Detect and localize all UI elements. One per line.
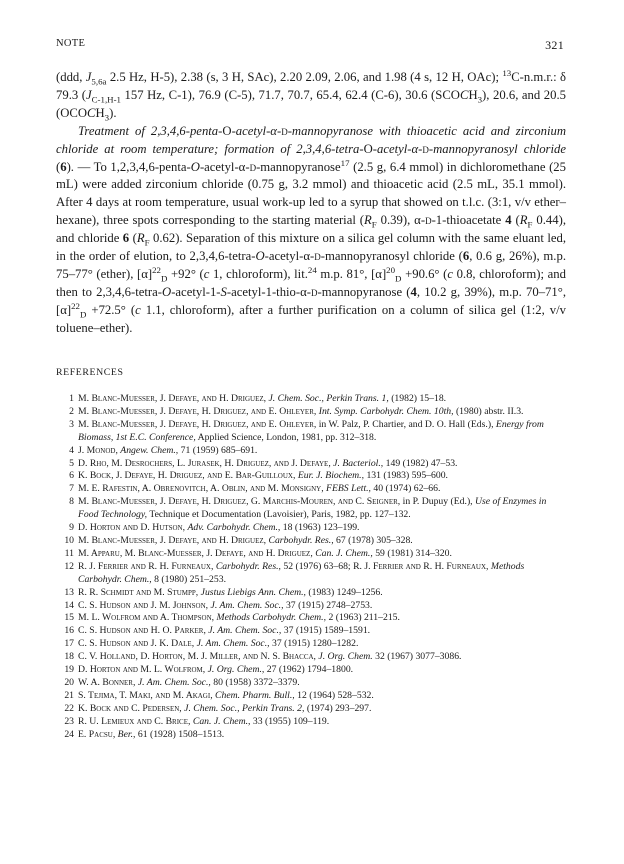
reference-item (60, 561, 568, 587)
reference-number: 21 (64, 689, 74, 701)
reference-text: M. L. Wolfrom and A. Thompson, Methods Carbohydr. Chem., 2 (1963) 211–215. (78, 612, 400, 624)
reference-text: M. Blanc-Muesser, J. Defaye, and H. Driguez, J. Chem. Soc., Perkin Trans. 1, (1982) 15–18. (78, 393, 447, 404)
reference-item (60, 470, 568, 483)
reference-item (60, 483, 568, 496)
reference-number: 23 (64, 715, 74, 727)
reference-text: D. Horton and M. L. Wolfrom, J. Org. Chem., 27 (1962) 1794–1800. (78, 664, 354, 676)
reference-text: M. Blanc-Muesser, J. Defaye, and H. Driguez, Carbohydr. Res., 67 (1978) 305–328. (78, 534, 413, 546)
reference-number: 5 (69, 457, 74, 469)
reference-text: J. Monod, Angew. Chem., 71 (1959) 685–691. (78, 444, 258, 456)
reference-item (60, 651, 568, 664)
section-label: NOTE (56, 38, 86, 49)
reference-item (60, 393, 568, 406)
reference-text: R. R. Schmidt and M. Stumpp, Justus Liebigs Ann. Chem., (1983) 1249–1256. (78, 586, 383, 598)
reference-item (60, 535, 568, 548)
reference-number: 11 (64, 547, 74, 559)
reference-text: C. S. Hudson and J. K. Dale, J. Am. Chem. Soc., 37 (1915) 1280–1282. (78, 638, 359, 650)
reference-number: 18 (64, 651, 74, 663)
reference-item (60, 406, 568, 419)
reference-number: 4 (69, 444, 74, 456)
reference-text: K. Bock and C. Pedersen, J. Chem. Soc., Perkin Trans. 2, (1974) 293–297. (78, 702, 372, 714)
reference-text: D. Rho, M. Desrochers, L. Jurasek, H. Driguez, and J. Defaye, J. Bacteriol., 149 (1982) 47–53. (78, 457, 458, 469)
reference-text: M. Blanc-Muesser, J. Defaye, H. Driguez, G. Marchis-Mouren, and C. Seigner, in P. Dupuy (Ed.), Use of Enzymes in Food Technology, Technique et Documentation (Lavoisier), Paris, 1982, pp. 127–132. (78, 496, 547, 521)
reference-number: 14 (64, 599, 74, 611)
reference-number: 13 (64, 586, 74, 598)
reference-text: E. Pacsu, Ber., 61 (1928) 1508–1513. (78, 728, 225, 740)
reference-text: M. Blanc-Muesser, J. Defaye, H. Driguez, and E. Ohleyer, Int. Symp. Carbohydr. Chem. 10th, (1980) abstr. II.3. (78, 405, 524, 417)
reference-number: 9 (69, 522, 74, 534)
reference-number: 3 (69, 418, 74, 430)
reference-number: 22 (64, 702, 74, 714)
reference-text: M. Apparu, M. Blanc-Muesser, J. Defaye, and H. Driguez, Can. J. Chem., 59 (1981) 314–320. (78, 547, 452, 559)
reference-item (60, 600, 568, 613)
reference-item (60, 703, 568, 716)
references-heading: REFERENCES (56, 367, 124, 378)
reference-item (60, 522, 568, 535)
reference-text: C. V. Holland, D. Horton, M. J. Miller, and N. S. Bhacca, J. Org. Chem. 32 (1967) 3077–3086. (78, 651, 462, 663)
references-list (60, 393, 568, 741)
reference-number: 24 (64, 728, 74, 740)
reference-item (60, 587, 568, 600)
reference-item (60, 458, 568, 471)
experimental-paragraph: Treatment of 2,3,4,6-penta-O-acetyl-α-d-mannopyranose with thioacetic acid and zirconium chloride at room temperature; formation of 2,3,4,6-tetra-O-acetyl-α-d-mannopyranosyl chloride (6). — To 1,2,3,4,6-penta-O-acetyl-α-d-mannopyranose$^{17}$ (2.5 g, 6.4 mmol) in dichloromethane (25 mL) were added zirconium chloride (0.75 g, 3.2 mmol) and thioacetic acid (2.5 mL, 35.1 mmol). After 4 days at room temperature, usual work-up led to a syrup that showed on t.l.c. (3:1, v/v ether–hexane), three spots corresponding to the starting material ($R_F$ 0.39), α-d-1-thioacetate 4 ($R_F$ 0.44), and chloride 6 ($R_F$ 0.62). Separation of this mixture on a silica gel column with the same eluant led, in the order of elution, to 2,3,4,6-tetra-O-acetyl-α-d-mannopyranosyl chloride (6, 0.6 g, 26%), m.p. 75–77° (ether), $[\alpha]^{22}_D +92^\circ$ (c 1, chloroform), lit.$^{24}$ m.p. 81°, $[\alpha]^{20}_D +90.6^\circ$ (c 0.8, chloroform); and then to 2,3,4,6-tetra-O-acetyl-1-S-acetyl-1-thio-α-d-mannopyranose (4, 10.2 g, 39%), m.p. 70–71°, $[\alpha]^{22}_D +72.5^\circ$ (c 1.1, chloroform), after a further purification on a column of silica gel (1:2, v/v toluene–ether). (56, 123, 566, 335)
reference-number: 6 (69, 470, 74, 482)
reference-number: 17 (64, 638, 74, 650)
reference-text: R. J. Ferrier and R. H. Furneaux, Carbohydr. Res., 52 (1976) 63–68; R. J. Ferrier and R. H. Furneaux, Methods Carbohydr. Chem., 8 (1980) 251–253. (78, 560, 525, 585)
reference-text: C. S. Hudson and J. M. Johnson, J. Am. Chem. Soc., 37 (1915) 2748–2753. (78, 599, 373, 611)
reference-number: 7 (69, 483, 74, 495)
reference-text: W. A. Bonner, J. Am. Chem. Soc., 80 (1958) 3372–3379. (78, 676, 300, 688)
reference-item (60, 612, 568, 625)
reference-item (60, 677, 568, 690)
reference-item (60, 625, 568, 638)
reference-item (60, 690, 568, 703)
reference-item (60, 638, 568, 651)
reference-number: 15 (64, 612, 74, 624)
reference-item (60, 419, 568, 445)
reference-number: 10 (64, 534, 74, 546)
page-number: 321 (545, 38, 564, 52)
reference-number: 20 (64, 676, 74, 688)
reference-item (60, 548, 568, 561)
reference-number: 19 (64, 664, 74, 676)
reference-number: 16 (64, 625, 74, 637)
reference-text: M. Blanc-Muesser, J. Defaye, H. Driguez, and E. Ohleyer, in W. Palz, P. Chartier, and D. O. Hall (Eds.), Energy from Biomass, 1st E.C. Conference, Applied Science, London, 1981, pp. 312–318. (78, 418, 544, 443)
reference-item (60, 664, 568, 677)
reference-item (60, 716, 568, 729)
reference-number: 1 (69, 393, 74, 404)
reference-item (60, 729, 568, 742)
reference-item (60, 445, 568, 458)
running-head (56, 38, 564, 54)
reference-text: K. Bock, J. Defaye, H. Driguez, and E. Bar-Guilloux, Eur. J. Biochem., 131 (1983) 595–600. (78, 470, 448, 482)
reference-text: M. E. Rafestin, A. Obrenovitch, A. Oblin, and M. Monsigny, FEBS Lett., 40 (1974) 62–66. (78, 483, 441, 495)
nmr-data-paragraph: (ddd, $J_{5,6a}$ 2.5 Hz, H-5), 2.38 (s, 3 H, SAc), 2.20 2.09, 2.06, and 1.98 (4 s, 12 H, OAc); $^{13}$C-n.m.r.: δ 79.3 ($J_{C-1,H-1}$ 157 Hz, C-1), 76.9 (C-5), 71.7, 70.7, 65.4, 62.4 (C-6), 30.6 $(SCOCH_3)$, 20.6, and 20.5 $(OCOCH_3)$. (56, 67, 566, 123)
reference-number: 8 (69, 496, 74, 508)
reference-text: R. U. Lemieux and C. Brice, Can. J. Chem., 33 (1955) 109–119. (78, 715, 330, 727)
reference-number: 2 (69, 405, 74, 417)
body-text (56, 69, 566, 338)
reference-item (60, 496, 568, 522)
reference-number: 12 (64, 560, 74, 572)
reference-text: C. S. Hudson and H. O. Parker, J. Am. Chem. Soc., 37 (1915) 1589–1591. (78, 625, 371, 637)
reference-text: S. Tejima, T. Maki, and M. Akagi, Chem. Pharm. Bull., 12 (1964) 528–532. (78, 689, 374, 701)
reference-text: D. Horton and D. Hutson, Adv. Carbohydr. Chem., 18 (1963) 123–199. (78, 522, 360, 534)
